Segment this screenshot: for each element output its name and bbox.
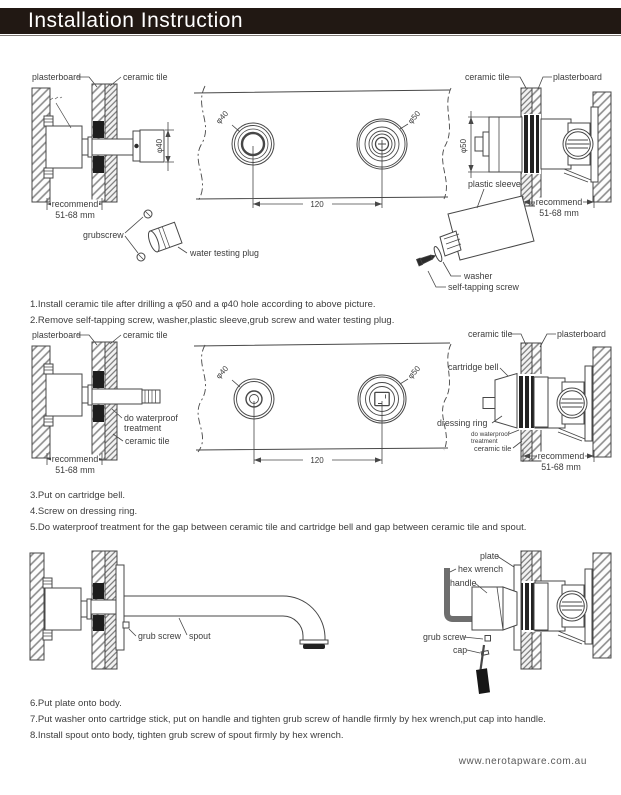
row1-center-panel	[194, 86, 451, 208]
label-ceramic-tile: ceramic tile	[465, 72, 510, 82]
label-recommend: recommend	[51, 454, 99, 464]
label-ceramic-tile-2: ceramic tile	[474, 444, 512, 453]
dim-phi40: φ40	[214, 364, 231, 381]
cartridge-stick	[92, 389, 142, 404]
instruction-step-3: 3.Put on cartridge bell.	[30, 490, 126, 501]
seal	[93, 371, 104, 388]
label-handle: handle	[450, 578, 477, 588]
instruction-step-1: 1.Install ceramic tile after drilling a φ50 and a φ40 hole according to above picture.	[30, 299, 376, 310]
row2-right-diagram	[483, 334, 611, 462]
row2-center-panel	[194, 343, 451, 464]
valve-body	[44, 116, 92, 178]
hex-key-shaft	[481, 645, 485, 670]
label-recommend-mm: 51-68 mm	[55, 210, 95, 220]
valve-body	[43, 578, 91, 640]
self-tapping-screw-part	[416, 252, 436, 266]
label-water-testing-plug: water testing plug	[190, 248, 259, 258]
label-ceramic-tile: ceramic tile	[123, 72, 168, 82]
dressing-ring-band	[525, 376, 529, 428]
grub-screw-part	[123, 622, 129, 628]
seal-band	[536, 115, 539, 173]
label-recommend: recommend	[535, 197, 583, 207]
seal	[93, 615, 104, 631]
pipe	[92, 139, 133, 155]
label-ceramic-tile: ceramic tile	[468, 329, 513, 339]
dressing-ring-band	[525, 583, 529, 630]
instruction-step-8: 8.Install spout onto body, tighten grub screw of spout firmly by hex wrench.	[30, 730, 344, 741]
dim-120: 120	[310, 200, 324, 209]
label-plasterboard: plasterboard	[32, 330, 81, 340]
label-plastic-sleeve: plastic sleeve	[468, 179, 521, 189]
label-ceramic-tile: ceramic tile	[123, 330, 168, 340]
label-do-waterproof: do waterproof	[124, 413, 178, 423]
label-spout: spout	[189, 631, 211, 641]
aerator	[303, 644, 325, 649]
seal-band	[530, 115, 534, 173]
seal	[93, 405, 104, 422]
label-cap: cap	[453, 645, 468, 655]
label-treatment: treatment	[124, 423, 162, 433]
label-recommend-mm: 51-68 mm	[55, 465, 95, 475]
instruction-step-6: 6.Put plate onto body.	[30, 698, 122, 709]
dim-phi40: φ40	[155, 138, 164, 154]
stud-wall	[593, 347, 611, 457]
grub-screw-part	[485, 636, 491, 642]
instruction-step-7: 7.Put washer onto cartridge stick, put on handle and tighten grub screw of handle firmly by hex wrench,put cap into handle.	[30, 714, 546, 725]
dim-phi50: φ50	[459, 138, 468, 154]
dim-phi40: φ40	[214, 109, 231, 126]
label-cartridge-bell: cartridge bell	[448, 362, 499, 372]
label-plasterboard: plasterboard	[557, 329, 606, 339]
row1-center-labels	[214, 109, 422, 209]
dim-phi50: φ50	[406, 109, 423, 126]
label-dressing-ring: dressing ring	[437, 418, 488, 428]
dim-120: 120	[310, 456, 324, 465]
label-self-tapping-screw: self-tapping screw	[448, 282, 519, 292]
label-recommend-mm: 51-68 mm	[541, 462, 581, 472]
label-grub-screw: grub screw	[138, 631, 182, 641]
label-treatment: treatment	[471, 438, 498, 445]
label-washer: washer	[464, 271, 493, 281]
page-title: Installation Instruction	[28, 9, 244, 32]
spout-plate	[116, 565, 124, 650]
cartridge-stem	[483, 398, 495, 409]
stud-wall	[30, 553, 44, 660]
label-grubscrew: grubscrew	[83, 230, 124, 240]
washer-part	[433, 246, 444, 263]
instruction-step-4: 4.Screw on dressing ring.	[30, 506, 138, 517]
water-testing-plug-part	[146, 222, 182, 253]
instruction-step-2: 2.Remove self-tapping screw, washer,plastic sleeve,grub screw and water testing plug.	[30, 315, 395, 326]
valve-nose	[475, 137, 483, 151]
website-url: www.nerotapware.com.au	[458, 756, 587, 767]
label-hex-wrench: hex wrench	[458, 564, 503, 574]
instruction-step-5: 5.Do waterproof treatment for the gap between ceramic tile and cartridge bell and gap between ceramic tile and spout.	[30, 522, 527, 533]
seal	[93, 583, 104, 599]
seal	[93, 121, 104, 138]
label-do-waterproof: do waterproof	[471, 431, 510, 438]
label-grub-screw: grub screw	[423, 632, 467, 642]
dressing-ring-band	[519, 376, 523, 428]
spout-drawing	[124, 596, 328, 649]
stud-wall	[593, 553, 611, 658]
handle-part	[472, 587, 503, 630]
valve-body	[44, 364, 92, 426]
label-plasterboard: plasterboard	[553, 72, 602, 82]
seal-band	[524, 115, 528, 173]
row3-left-diagram	[30, 551, 328, 669]
cartridge-bell-part	[495, 374, 517, 429]
row3-left-labels	[138, 631, 211, 641]
label-recommend: recommend	[51, 199, 99, 209]
label-plate: plate	[480, 551, 500, 561]
label-ceramic-tile-2: ceramic tile	[125, 436, 170, 446]
valve-body-back	[541, 107, 598, 182]
label-recommend: recommend	[537, 451, 585, 461]
valve-front-body	[489, 117, 522, 172]
hex-key-grip	[476, 668, 490, 694]
label-plasterboard: plasterboard	[32, 72, 81, 82]
dim-phi50: φ50	[406, 364, 423, 381]
seal	[93, 156, 104, 173]
spout-shank	[91, 600, 116, 614]
label-recommend-mm: 51-68 mm	[539, 208, 579, 218]
